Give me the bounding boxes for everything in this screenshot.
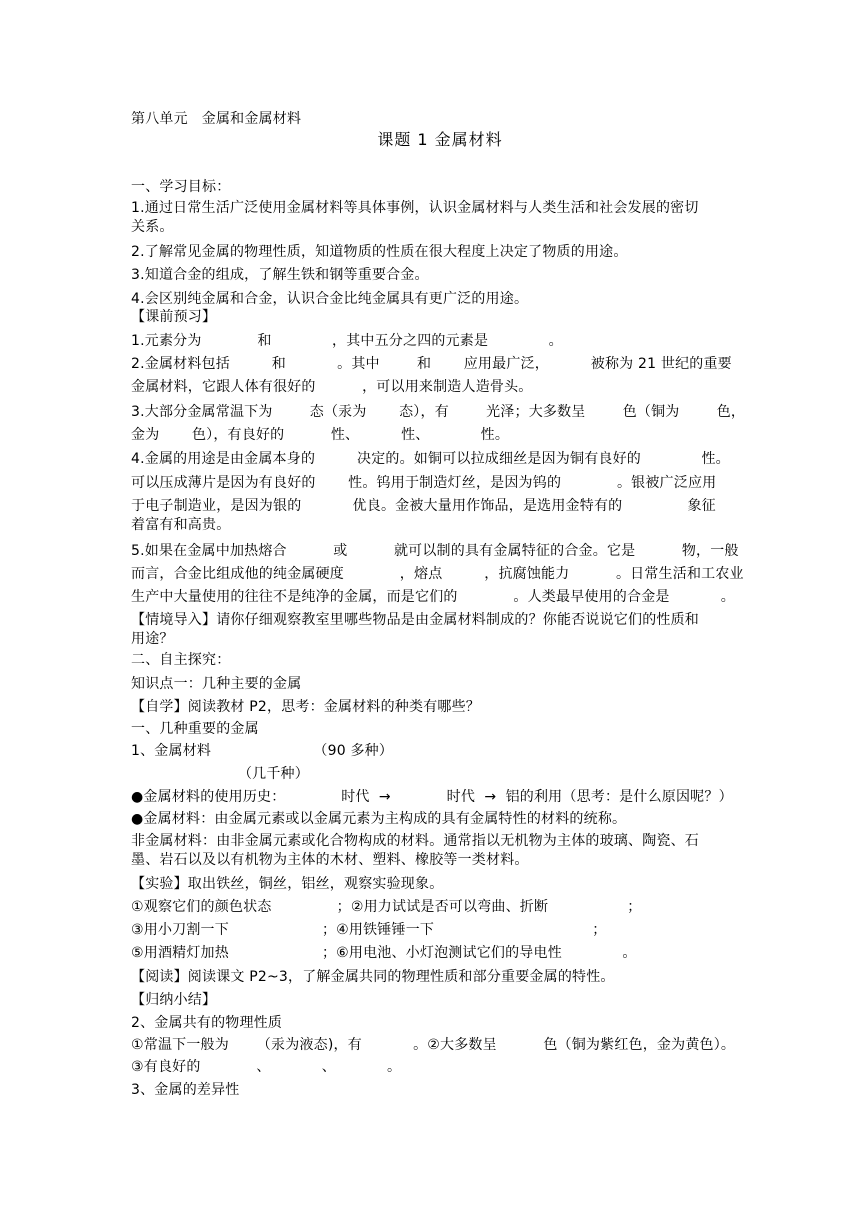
text-line: 3.知道合金的组成，了解生铁和钢等重要合金。 bbox=[131, 267, 429, 283]
text-line: 2.了解常见金属的物理性质，知道物质的性质在很大程度上决定了物质的用途。 bbox=[131, 244, 628, 260]
text-line: 非金属材料：由非金属元素或化合物构成的材料。通常指以无机物为主体的玻璃、陶瓷、石 bbox=[131, 833, 699, 849]
text-line: 【课前预习】 bbox=[131, 309, 217, 325]
text-line: 1.元素分为 和 ，其中五分之四的元素是 。 bbox=[131, 333, 563, 349]
text-line: 【情境导入】请你仔细观察教室里哪些物品是由金属材料制成的？你能否说说它们的性质和 bbox=[131, 612, 699, 628]
text-line: 生产中大量使用的往往不是纯净的金属，而是它们的 。人类最早使用的合金是 。 bbox=[131, 589, 735, 605]
text-line: ③用小刀割一下 ；④用铁锤锤一下 ； bbox=[131, 922, 607, 938]
text-line: 一、几种重要的金属 bbox=[131, 721, 259, 737]
text-line: 1、金属材料 （90 多种） bbox=[131, 743, 394, 759]
text-line: 着富有和高贵。 bbox=[131, 517, 231, 533]
text-line: ●金属材料：由金属元素或以金属元素为主构成的具有金属特性的材料的统称。 bbox=[131, 811, 627, 827]
text-line: 金为 色），有良好的 性、 性、 性。 bbox=[131, 427, 510, 443]
text-line: 二、自主探究： bbox=[131, 652, 231, 668]
text-line: 3.大部分金属常温下为 态（汞为 态），有 光泽；大多数呈 色（铜为 色， bbox=[131, 404, 746, 420]
text-line: ●金属材料的使用历史： 时代 → 时代 → 铝的利用（思考：是什么原因呢？） bbox=[131, 789, 733, 805]
text-line: 【阅读】阅读课文 P2~3，了解金属共同的物理性质和部分重要金属的特性。 bbox=[131, 969, 615, 985]
text-line: 用途？ bbox=[131, 631, 174, 647]
text-line: 1.通过日常生活广泛使用金属材料等具体事例，认识金属材料与人类生活和社会发展的密切 bbox=[131, 200, 699, 216]
text-line: （几千种） bbox=[131, 766, 309, 782]
text-line: ③有良好的 、 、 。 bbox=[131, 1059, 402, 1075]
text-line: 关系。 bbox=[131, 219, 174, 235]
text-line: 4.金属的用途是由金属本身的 决定的。如铜可以拉成细丝是因为铜有良好的 性。 bbox=[131, 451, 730, 467]
text-line: ⑤用酒精灯加热 ；⑥用电池、小灯泡测试它们的导电性 。 bbox=[131, 945, 637, 961]
text-line: 5.如果在金属中加热熔合 或 就可以制的具有金属特征的合金。它是 物，一般 bbox=[131, 543, 739, 559]
text-line: 【实验】取出铁丝，铜丝，铝丝，观察实验现象。 bbox=[131, 876, 444, 892]
text-line: 金属材料，它跟人体有很好的 ，可以用来制造人造骨头。 bbox=[131, 379, 533, 395]
text-line: 而言，合金比组成他的纯金属硬度 ，熔点 ，抗腐蚀能力 。日常生活和工农业 bbox=[131, 566, 744, 582]
text-line: 3、金属的差异性 bbox=[131, 1082, 240, 1098]
text-line: 知识点一：几种主要的金属 bbox=[131, 676, 302, 692]
text-line: 一、学习目标： bbox=[131, 179, 231, 195]
lesson-title: 课题 1 金属材料 bbox=[377, 130, 503, 149]
unit-heading: 第八单元 金属和金属材料 bbox=[131, 111, 302, 127]
text-line: 4.会区别纯金属和合金，认识合金比纯金属具有更广泛的用途。 bbox=[131, 291, 529, 307]
text-line: 于电子制造业，是因为银的 优良。金被大量用作饰品，是选用金特有的 象征 bbox=[131, 498, 716, 514]
text-line: ①常温下一般为 （汞为液态)，有 。②大多数呈 色（铜为紫红色，金为黄色）。 bbox=[131, 1037, 736, 1053]
text-line: 墨、岩石以及以有机物为主体的木材、塑料、橡胶等一类材料。 bbox=[131, 852, 529, 868]
text-line: 可以压成薄片是因为有良好的 性。钨用于制造灯丝，是因为钨的 。银被广泛应用 bbox=[131, 475, 717, 491]
text-line: 【归纳小结】 bbox=[131, 992, 217, 1008]
text-line: ①观察它们的颜色状态 ；②用力试试是否可以弯曲、折断 ； bbox=[131, 899, 642, 915]
text-line: 2.金属材料包括 和 。其中 和 应用最广泛， 被称为 21 世纪的重要 bbox=[131, 356, 732, 372]
text-line: 2、金属共有的物理性质 bbox=[131, 1015, 283, 1031]
text-line: 【自学】阅读教材 P2，思考：金属材料的种类有哪些？ bbox=[131, 699, 480, 715]
